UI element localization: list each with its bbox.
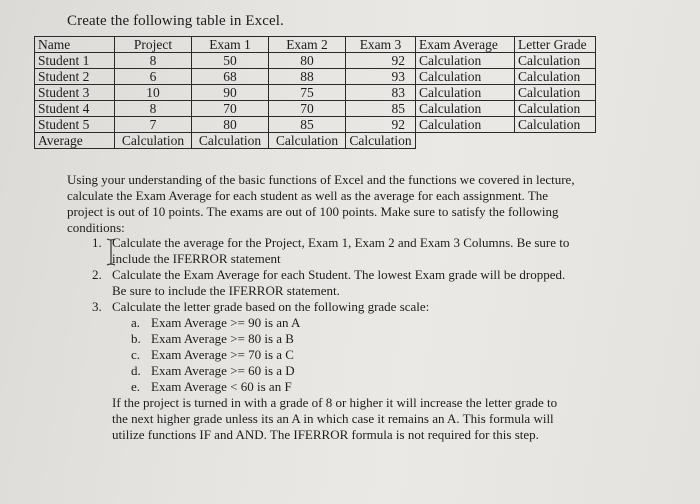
cell-exam-1: 70 [192, 101, 269, 117]
cell-project: 10 [115, 85, 192, 101]
list-item [131, 363, 572, 379]
cell-exam-average: Calculation [416, 69, 515, 85]
scale-text: Exam Average >= 90 is an A [151, 315, 301, 330]
header-name: Name [35, 37, 115, 53]
header-exam-2: Exam 2 [269, 37, 346, 53]
cell-exam-1-average: Calculation [192, 133, 269, 149]
scale-text: Exam Average < 60 is an F [151, 379, 292, 394]
cell-name: Student 4 [35, 101, 115, 117]
cell-exam-average: Calculation [416, 117, 515, 133]
list-item [131, 315, 572, 331]
step-number: 3. [92, 299, 102, 314]
cell-exam-average: Calculation [416, 53, 515, 69]
list-item [92, 267, 572, 299]
cell-name: Student 1 [35, 53, 115, 69]
bonus-note: If the project is turned in with a grade of 8 or higher it will increase the letter grade to the next higher grade unless its an A in which case it remains an A. This formula will utilize functions IF and AND. The IFERROR formula is not required for this step. [112, 395, 558, 442]
grade-table [34, 36, 596, 149]
cell-letter-grade: Calculation [515, 53, 596, 69]
cell-exam-1: 90 [192, 85, 269, 101]
cell-exam-3: 83 [346, 85, 416, 101]
cell-exam-3: 85 [346, 101, 416, 117]
cell-project: 8 [115, 53, 192, 69]
list-item [92, 235, 572, 267]
cell-average-label: Average [35, 133, 115, 149]
list-item [131, 379, 572, 395]
page-title: Create the following table in Excel. [67, 13, 284, 29]
header-exam-average: Exam Average [416, 37, 515, 53]
cell-exam-3: 93 [346, 69, 416, 85]
scale-letter: b. [131, 331, 141, 346]
conditions-list [92, 235, 572, 443]
list-item [131, 331, 572, 347]
cell-exam-3: 92 [346, 117, 416, 133]
scale-text: Exam Average >= 60 is a D [151, 363, 295, 378]
cell-exam-1: 50 [192, 53, 269, 69]
cell-exam-2: 75 [269, 85, 346, 101]
scale-text: Exam Average >= 70 is a C [151, 347, 294, 362]
table-row [35, 117, 596, 133]
cell-letter-grade: Calculation [515, 69, 596, 85]
cell-project: 7 [115, 117, 192, 133]
scale-letter: c. [131, 347, 141, 362]
list-item [92, 299, 572, 443]
step-text: Calculate the letter grade based on the following grade scale: [112, 299, 430, 314]
cell-exam-1: 80 [192, 117, 269, 133]
list-item [131, 347, 572, 363]
intro-paragraph: Using your understanding of the basic functions of Excel and the functions we covered in lecture, calculate the Exam Average for each student as well as the average for each assignment. The project is out of 10 points. The exams are out of 100 points. Make sure to satisfy the following conditions: [67, 172, 575, 235]
cell-letter-grade: Calculation [515, 101, 596, 117]
cell-exam-2: 85 [269, 117, 346, 133]
cell-project: 8 [115, 101, 192, 117]
table-row [35, 69, 596, 85]
cell-project-average: Calculation [115, 133, 192, 149]
cell-name: Student 2 [35, 69, 115, 85]
scale-letter: a. [131, 315, 141, 330]
average-row [35, 133, 596, 149]
table-header-row [35, 37, 596, 53]
scale-letter: e. [131, 379, 141, 394]
cell-exam-3: 92 [346, 53, 416, 69]
step-number: 2. [92, 267, 102, 282]
step-text: Calculate the Exam Average for each Student. The lowest Exam grade will be dropped. Be sure to include the IFERROR statement. [112, 267, 566, 298]
table-row [35, 85, 596, 101]
header-exam-1: Exam 1 [192, 37, 269, 53]
cell-exam-2: 88 [269, 69, 346, 85]
cell-name: Student 5 [35, 117, 115, 133]
cell-letter-grade: Calculation [515, 117, 596, 133]
grade-scale-list [112, 315, 572, 395]
table-row [35, 53, 596, 69]
scale-letter: d. [131, 363, 141, 378]
scale-text: Exam Average >= 80 is a B [151, 331, 294, 346]
header-letter-grade: Letter Grade [515, 37, 596, 53]
step-number: 1. [92, 235, 102, 250]
table-row [35, 101, 596, 117]
cell-exam-average: Calculation [416, 101, 515, 117]
cell-exam-2: 80 [269, 53, 346, 69]
header-project: Project [115, 37, 192, 53]
cell-exam-2: 70 [269, 101, 346, 117]
cell-exam-average: Calculation [416, 85, 515, 101]
cell-project: 6 [115, 69, 192, 85]
cell-exam-3-average: Calculation [346, 133, 416, 149]
cell-letter-grade: Calculation [515, 85, 596, 101]
header-exam-3: Exam 3 [346, 37, 416, 53]
cell-exam-2-average: Calculation [269, 133, 346, 149]
cell-name: Student 3 [35, 85, 115, 101]
step-text: Calculate the average for the Project, Exam 1, Exam 2 and Exam 3 Columns. Be sure to include the IFERROR statement [112, 235, 570, 266]
cell-exam-1: 68 [192, 69, 269, 85]
empty-cell [515, 133, 596, 149]
empty-cell [416, 133, 515, 149]
